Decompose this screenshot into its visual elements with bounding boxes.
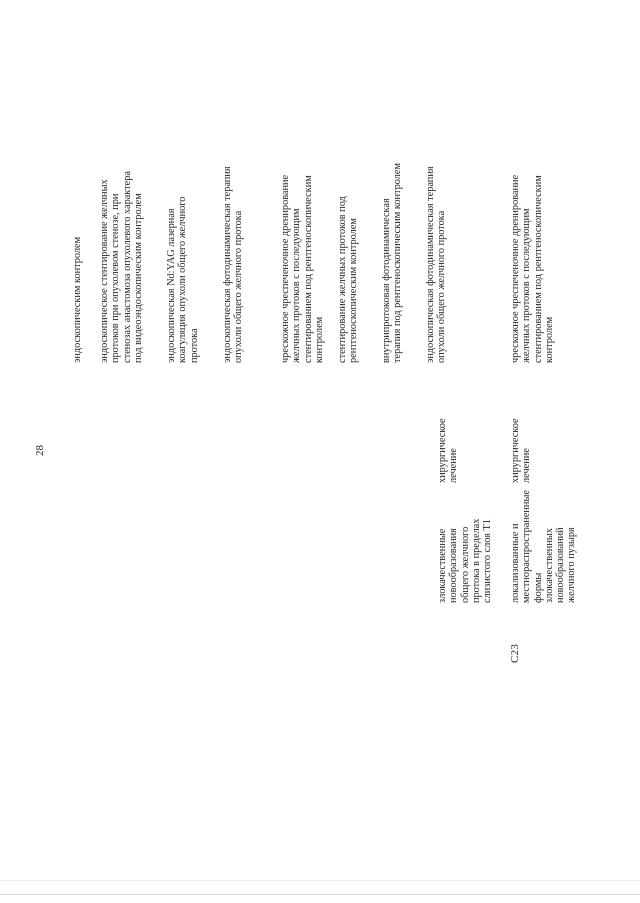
row1-treatment-type: хирургическое лечение bbox=[437, 418, 460, 483]
row2-diagnosis: локализованные и местнораспространенные формы злокачественных новообразований желчного пузыря bbox=[510, 490, 578, 603]
row1-method-6: стентирование желчных протоков под рентгеноскопическим контролем bbox=[337, 196, 360, 363]
page-number: 28 bbox=[34, 445, 46, 456]
row1-method-2: эндоскопическое стентирование желчных протоков при опухолевом стенозе, при стенозах анастомоза опухолевого характера под видеоэндоскопическим контролем bbox=[99, 171, 144, 363]
row2-treatment-type: хирургическое лечение bbox=[510, 418, 533, 483]
row1-method-5: чрескожное чреспеченочное дренирование желчных протоков с последующим стентированием под рентгеноскопическим контролем bbox=[280, 174, 325, 363]
row1-method-1: эндоскопическим контролем bbox=[72, 236, 83, 363]
row1-diagnosis: злокачественные новообразования общего желчного протока в пределах слизистого слоя T1 bbox=[437, 518, 494, 603]
row1-method-3: эндоскопическая Nd:YAG лазерная коагуляция опухоли общего желчного протока bbox=[166, 196, 200, 363]
row1-method-8: эндоскопическая фотодинамическая терапия опухоли общего желчного протока bbox=[425, 166, 448, 363]
row2-code: C23 bbox=[509, 643, 521, 663]
row1-method-7: внутрипротоковая фотодинамическая терапия под рентгеноскопическим контролем bbox=[381, 162, 404, 363]
scan-edge-line bbox=[0, 894, 640, 895]
scan-shadow-line bbox=[0, 880, 640, 881]
row1-method-4: эндоскопическая фотодинамическая терапия опухоли общего желчного протока bbox=[222, 166, 245, 363]
row2-method-1: чрескожное чреспеченочное дренирование желчных протоков с последующим стентированием под рентгеноскопическим контролем bbox=[510, 174, 555, 363]
